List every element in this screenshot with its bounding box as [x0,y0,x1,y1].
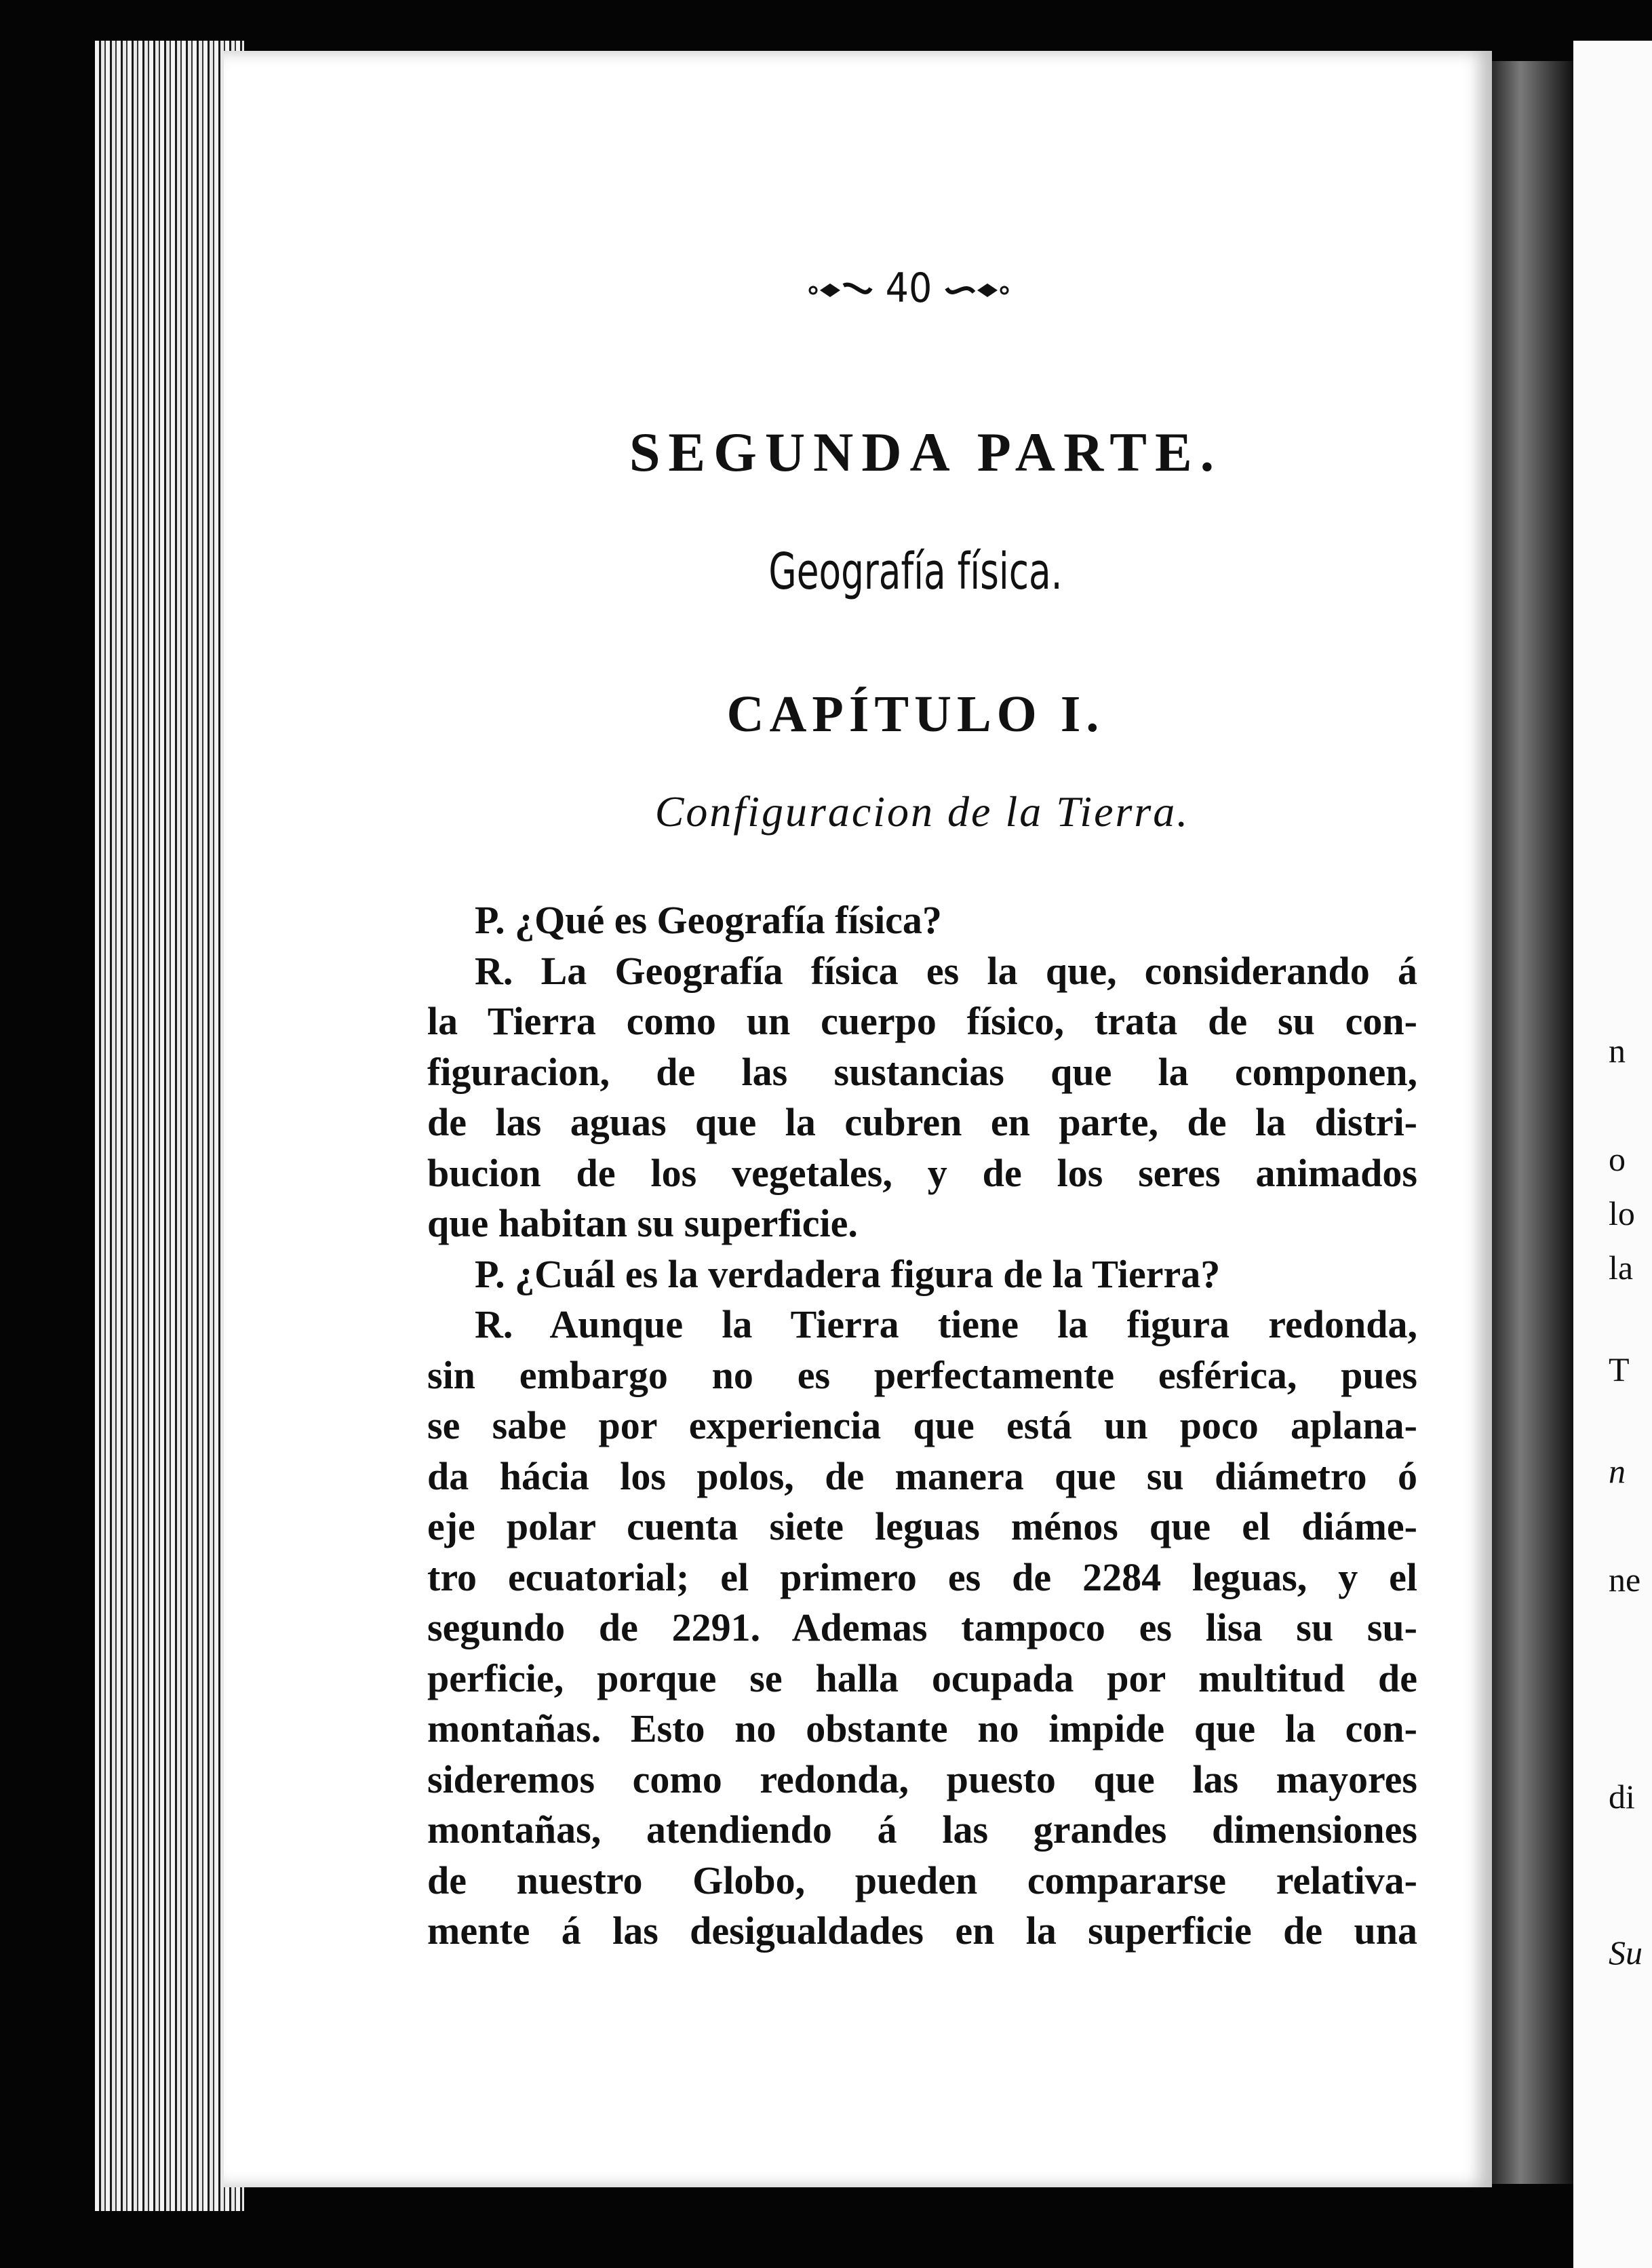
text-line: R. Aunque la Tierra tiene la figura redonda, [475,1302,1417,1346]
section-subtitle: Geografía física. [768,543,1063,601]
text-line: eje polar cuenta siete leguas ménos que el diáme- [427,1504,1417,1548]
book-gutter [1492,61,1573,2184]
facing-page-fragment: o [1609,1140,1626,1178]
facing-page-fragment: lo [1609,1194,1635,1232]
text-line: P. ¿Cuál es la verdadera figura de la Tierra? [475,1251,1221,1296]
facing-page-fragment: Su [1609,1934,1643,1972]
text-line: se sabe por experiencia que está un poco aplana- [427,1403,1417,1447]
text-line: tro ecuatorial; el primero es de 2284 leguas, y el [427,1555,1417,1599]
text-line: R. La Geografía física es la que, considerando á [475,948,1417,993]
facing-page-fragment: la [1609,1249,1634,1287]
text-line: da hácia los polos, de manera que su diámetro ó [427,1453,1417,1498]
text-line: de nuestro Globo, pueden compararse relativa- [427,1858,1417,1902]
right-ornament-icon [943,280,1011,300]
text-line: mente á las desigualdades en la superficie de una [427,1909,1417,1953]
facing-page-fragment: T [1609,1350,1630,1388]
text-line: la Tierra como un cuerpo físico, trata de su con- [427,999,1417,1043]
page-stack-edge [95,41,244,2211]
facing-page-fragment: n [1609,1452,1626,1490]
text-line: bucion de los vegetales, y de los seres animados [427,1150,1417,1195]
text-line: figuracion, de las sustancias que la componen, [427,1049,1417,1094]
page-number: 40 [885,265,932,312]
page-header [766,265,1051,312]
text-line: P. ¿Qué es Geografía física? [475,898,942,942]
text-line: montañas. Esto no obstante no impide que la con- [427,1706,1417,1751]
facing-page-fragment: n [1609,1032,1626,1070]
facing-page-fragment: ne [1609,1561,1641,1599]
chapter-subtitle: Configuracion de la Tierra. [654,787,1190,836]
left-ornament-icon [806,280,874,300]
facing-page-fragment: di [1609,1778,1635,1816]
text-line: montañas, atendiendo á las grandes dimensiones [427,1807,1417,1852]
part-title: SEGUNDA PARTE. [629,421,1223,483]
text-line: perficie, porque se halla ocupada por multitud de [427,1656,1417,1700]
chapter-title: CAPÍTULO I. [726,686,1105,743]
text-line: segundo de 2291. Ademas tampoco es lisa su su- [427,1605,1417,1649]
text-line: sin embargo no es perfectamente esférica, pues [427,1352,1417,1397]
text-line: de las aguas que la cubren en parte, de la distri- [427,1100,1417,1144]
text-line: sideremos como redonda, puesto que las mayores [427,1757,1417,1801]
text-line: que habitan su superficie. [427,1201,858,1245]
body-text [427,895,1417,1957]
